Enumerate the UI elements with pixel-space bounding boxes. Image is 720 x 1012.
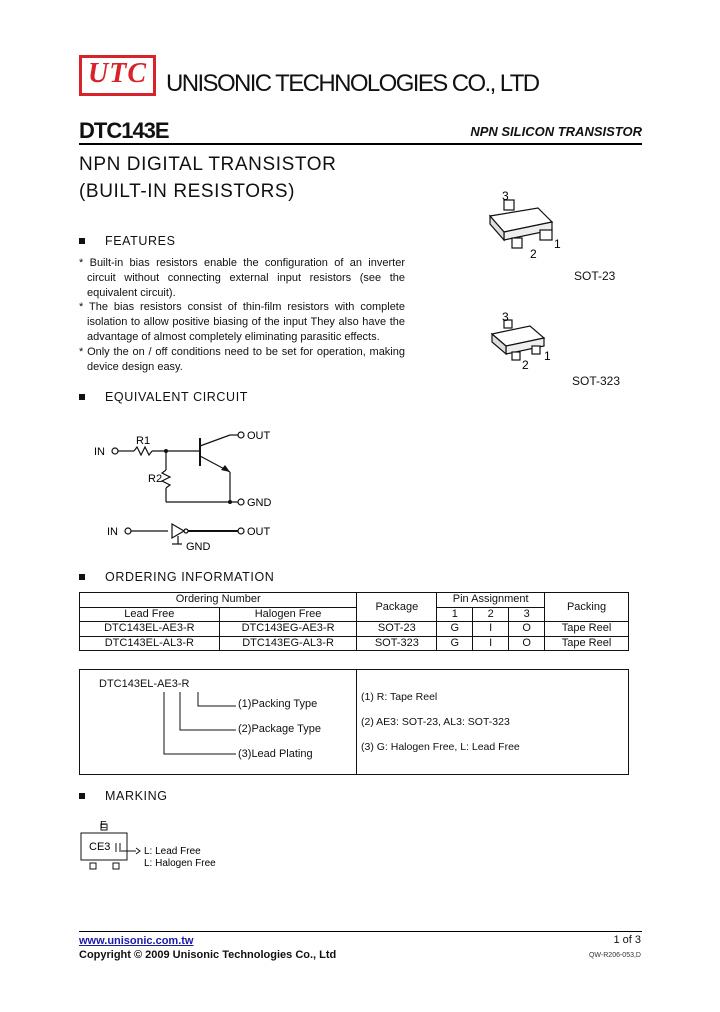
section-bullet (79, 394, 85, 400)
code-meaning-packing: (1) R: Tape Reel (361, 691, 438, 703)
code-label-plating: (3)Lead Plating (238, 748, 313, 760)
sot323-pin2-label: 2 (522, 358, 529, 372)
logo-text: UTC (88, 58, 147, 89)
website-link[interactable]: www.unisonic.com.tw (79, 935, 194, 947)
part-code-leaders (150, 690, 240, 760)
table-cell: I (473, 622, 509, 637)
sot23-pin3-label: 3 (502, 189, 509, 203)
marking-code: CE3 (89, 841, 111, 853)
table-cell: G (437, 636, 473, 651)
sot323-pin1-label: 1 (544, 349, 551, 363)
circuit-out-label: OUT (247, 430, 271, 442)
code-meaning-package: (2) AE3: SOT-23, AL3: SOT-323 (361, 716, 510, 728)
th-packing: Packing (545, 593, 629, 622)
marking-heading (79, 789, 168, 803)
table-cell: Tape Reel (545, 622, 629, 637)
feature-item: * The bias resistors consist of thin-film resistors with complete isolation to allow positive biasing of the input They also have the advantage of almost completely eliminating parasitic effects. (79, 301, 405, 343)
th-halogen-free: Halogen Free (219, 607, 357, 622)
circuit-heading (79, 390, 248, 404)
table-cell: O (509, 622, 545, 637)
inverter-in-label: IN (107, 526, 118, 538)
ordering-table (79, 592, 629, 651)
table-cell: Tape Reel (545, 636, 629, 651)
part-number: DTC143E (79, 118, 169, 143)
device-type: NPN SILICON TRANSISTOR (470, 124, 642, 139)
sot323-label: SOT-323 (572, 374, 621, 388)
circuit-in-label: IN (94, 446, 105, 458)
page-number: 1 of 3 (613, 934, 641, 946)
table-cell: G (437, 622, 473, 637)
inverter-gnd-label: GND (186, 541, 211, 553)
part-code: DTC143EL-AE3-R (99, 678, 190, 690)
ordering-heading (79, 570, 274, 584)
table-cell: DTC143EG-AE3-R (219, 622, 357, 637)
circuit-r1-label: R1 (136, 435, 151, 447)
circuit-heading-text: EQUIVALENT CIRCUIT (105, 390, 248, 404)
equivalent-circuit (90, 420, 310, 560)
th-pin1: 1 (437, 607, 473, 622)
footer-rule (79, 931, 642, 932)
th-ordering-number: Ordering Number (80, 593, 357, 608)
company-name: UNISONIC TECHNOLOGIES CO., LTD (166, 70, 539, 97)
header-rule (79, 143, 642, 145)
circuit-r2-label: R2 (148, 473, 163, 485)
ordering-heading-text: ORDERING INFORMATION (105, 570, 275, 584)
th-pin2: 2 (473, 607, 509, 622)
title-line-2: (BUILT-IN RESISTORS) (79, 181, 296, 202)
th-pin-assignment: Pin Assignment (437, 593, 545, 608)
code-meaning-plating: (3) G: Halogen Free, L: Lead Free (361, 741, 520, 753)
sot23-pin2-label: 2 (530, 247, 537, 261)
code-label-package: (2)Package Type (238, 723, 321, 735)
table-row (80, 636, 629, 651)
section-bullet (79, 238, 85, 244)
inverter-out-label: OUT (247, 526, 271, 538)
table-cell: DTC143EL-AL3-R (80, 636, 220, 651)
table-cell: O (509, 636, 545, 651)
sot23-pin1-label: 1 (554, 237, 561, 251)
marking-lead-free: L: Lead Free (144, 846, 201, 857)
marking-diagram (80, 818, 230, 878)
copyright: Copyright © 2009 Unisonic Technologies Co., Ltd (79, 949, 337, 961)
company-logo (79, 55, 156, 96)
sot23-label: SOT-23 (574, 269, 616, 283)
table-cell: DTC143EL-AE3-R (80, 622, 220, 637)
sot323-drawing (470, 306, 630, 376)
circuit-gnd-label: GND (247, 497, 272, 509)
features-list (79, 256, 405, 374)
table-cell: SOT-23 (357, 622, 437, 637)
section-bullet (79, 793, 85, 799)
feature-item: * Built-in bias resistors enable the configuration of an inverter circuit without connecting external input resistors (see the equivalent circuit). (79, 257, 405, 299)
th-package: Package (357, 593, 437, 622)
table-cell: I (473, 636, 509, 651)
sot323-pin3-label: 3 (502, 310, 509, 324)
table-cell: DTC143EG-AL3-R (219, 636, 357, 651)
part-code-divider (356, 669, 357, 775)
section-bullet (79, 574, 85, 580)
sot23-drawing (470, 186, 630, 266)
document-code: QW-R206-053,D (588, 952, 641, 959)
marking-halogen-free: L: Halogen Free (144, 858, 216, 869)
feature-item: * Only the on / off conditions need to be set for operation, making device design easy. (79, 345, 405, 373)
features-heading-text: FEATURES (105, 234, 176, 248)
title-line-1: NPN DIGITAL TRANSISTOR (79, 154, 337, 175)
features-heading (79, 234, 176, 248)
th-lead-free: Lead Free (80, 607, 220, 622)
th-pin3: 3 (509, 607, 545, 622)
table-cell: SOT-323 (357, 636, 437, 651)
marking-top-letter: E (100, 820, 107, 831)
marking-heading-text: MARKING (105, 789, 168, 803)
code-label-packing: (1)Packing Type (238, 698, 318, 710)
table-row (80, 622, 629, 637)
